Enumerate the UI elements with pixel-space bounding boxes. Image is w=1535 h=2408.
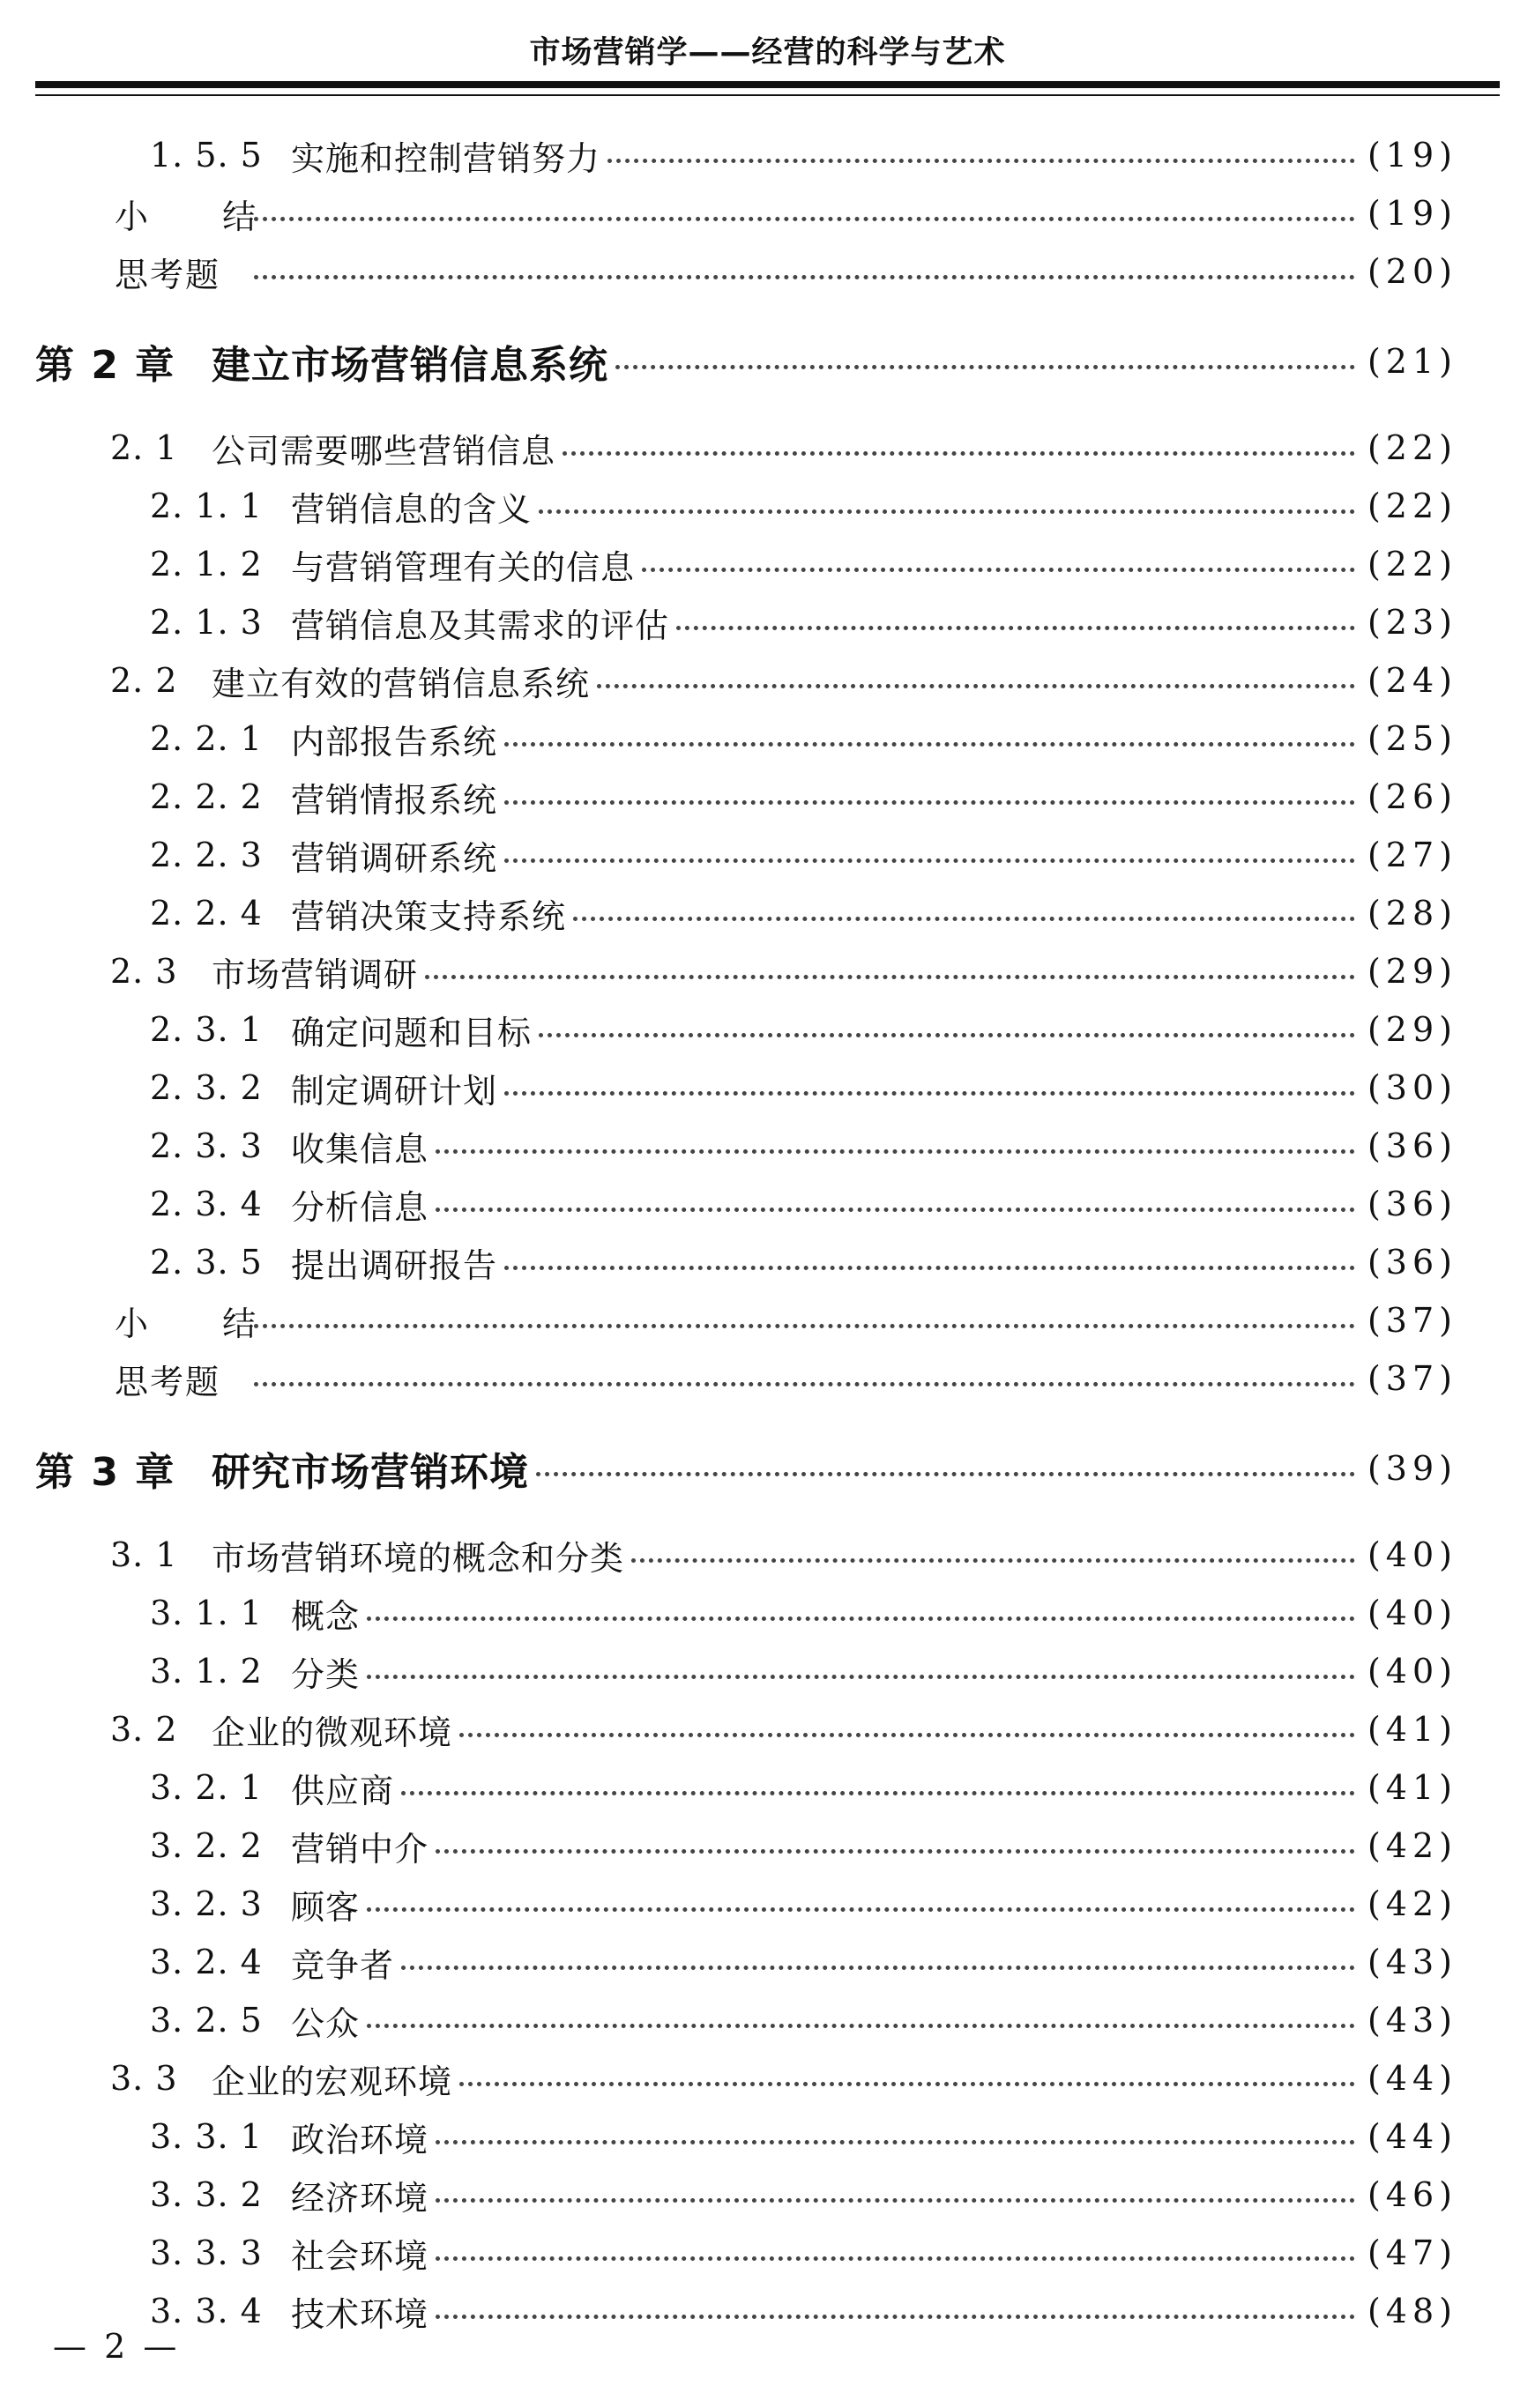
toc-entry-number: 2. 1 bbox=[110, 428, 178, 467]
toc-entry bbox=[0, 245, 1457, 298]
toc-entry-title: 企业的宏观环境 bbox=[212, 2062, 453, 2101]
toc-entry-page: (22) bbox=[1367, 428, 1457, 467]
toc-entry-page: (19) bbox=[1367, 136, 1457, 175]
toc-entry-page: (36) bbox=[1367, 1126, 1457, 1165]
toc-entry-title: 小 结 bbox=[115, 1304, 288, 1343]
toc-entry-page: (25) bbox=[1367, 719, 1457, 758]
toc-entry bbox=[0, 1178, 1457, 1230]
toc-entry-title: 营销情报系统 bbox=[291, 780, 498, 820]
dot-leader bbox=[536, 1472, 1355, 1476]
header-rule-thin bbox=[35, 94, 1500, 96]
toc-entry-number: 3. 1 bbox=[110, 1535, 178, 1574]
toc-entry-title: 企业的微观环境 bbox=[212, 1713, 453, 1752]
dot-leader bbox=[607, 159, 1355, 163]
toc-entry-title: 思考题 bbox=[115, 1362, 221, 1401]
toc-entry-page: (27) bbox=[1367, 836, 1457, 874]
toc-entry-page: (20) bbox=[1367, 252, 1457, 291]
toc-entry bbox=[0, 1994, 1457, 2047]
dot-leader bbox=[367, 1616, 1355, 1621]
toc-entry-title: 制定调研计划 bbox=[291, 1071, 498, 1111]
dot-leader bbox=[504, 1266, 1355, 1270]
dot-leader bbox=[425, 975, 1355, 979]
toc-entry-number: 3. 3. 1 bbox=[150, 2117, 263, 2156]
toc-entry-title: 收集信息 bbox=[291, 1129, 429, 1169]
dot-leader bbox=[504, 858, 1355, 863]
toc-entry-title: 内部报告系统 bbox=[291, 722, 498, 762]
dot-leader bbox=[436, 2315, 1355, 2319]
running-header: 市场营销学——经营的科学与艺术 bbox=[529, 35, 1006, 71]
toc-entry-number: 2. 3. 5 bbox=[150, 1243, 263, 1282]
toc-entry-title: 社会环境 bbox=[291, 2236, 429, 2276]
toc-entry-number: 2. 1. 2 bbox=[150, 545, 263, 583]
dot-leader bbox=[504, 800, 1355, 805]
toc-entry-number: 3. 2. 3 bbox=[150, 1884, 263, 1923]
toc-entry bbox=[0, 1352, 1457, 1405]
dot-leader bbox=[436, 1208, 1355, 1212]
dot-leader bbox=[401, 1791, 1355, 1795]
dot-leader bbox=[504, 1091, 1355, 1096]
toc-entry-page: (37) bbox=[1367, 1301, 1457, 1340]
toc-entry-number: 第 2 章 bbox=[35, 343, 176, 388]
toc-entry bbox=[0, 421, 1457, 474]
toc-entry-title: 技术环境 bbox=[291, 2294, 429, 2334]
dot-leader bbox=[436, 2256, 1355, 2261]
dot-leader bbox=[254, 1324, 1355, 1328]
toc-entry-page: (37) bbox=[1367, 1359, 1457, 1398]
toc-entry bbox=[0, 596, 1457, 649]
toc-entry-page: (26) bbox=[1367, 777, 1457, 816]
toc-entry bbox=[0, 1936, 1457, 1988]
toc-entry-page: (42) bbox=[1367, 1884, 1457, 1923]
toc-entry-number: 3. 2. 2 bbox=[150, 1826, 263, 1865]
toc-entry-page: (40) bbox=[1367, 1594, 1457, 1632]
toc-entry-title: 概念 bbox=[291, 1596, 361, 1636]
toc-entry-title: 顾客 bbox=[291, 1887, 361, 1927]
toc-entry-page: (44) bbox=[1367, 2059, 1457, 2098]
toc-entry-title: 供应商 bbox=[291, 1771, 395, 1810]
toc-entry bbox=[0, 1061, 1457, 1114]
toc-entry bbox=[0, 654, 1457, 707]
dot-leader bbox=[539, 1033, 1355, 1037]
toc-entry bbox=[0, 829, 1457, 881]
toc-entry-page: (29) bbox=[1367, 952, 1457, 991]
toc-entry bbox=[0, 945, 1457, 998]
toc-entry-title: 实施和控制营销努力 bbox=[291, 138, 601, 178]
toc-entry-number: 2. 2. 2 bbox=[150, 777, 263, 816]
toc-entry-number: 3. 3. 4 bbox=[150, 2292, 263, 2330]
dot-leader bbox=[367, 2024, 1355, 2028]
toc-entry-number: 2. 3. 3 bbox=[150, 1126, 263, 1165]
toc-entry-title: 建立市场营销信息系统 bbox=[212, 343, 608, 388]
toc-entry-number: 2. 3. 1 bbox=[150, 1010, 263, 1049]
toc-entry-page: (46) bbox=[1367, 2175, 1457, 2214]
toc-entry bbox=[0, 1003, 1457, 1056]
dot-leader bbox=[676, 626, 1355, 630]
page-number: — 2 — bbox=[53, 2327, 181, 2366]
header-rule-thick bbox=[35, 81, 1500, 88]
toc-chapter-entry bbox=[0, 335, 1457, 388]
toc-entry-page: (36) bbox=[1367, 1243, 1457, 1282]
toc-entry-number: 2. 2 bbox=[110, 661, 178, 700]
toc-entry-page: (36) bbox=[1367, 1185, 1457, 1223]
toc-entry-page: (44) bbox=[1367, 2117, 1457, 2156]
toc-entry-number: 3. 3. 2 bbox=[150, 2175, 263, 2214]
dot-leader bbox=[642, 568, 1355, 572]
toc-entry-page: (41) bbox=[1367, 1710, 1457, 1749]
toc-entry-number: 3. 2. 4 bbox=[150, 1943, 263, 1981]
toc-entry bbox=[0, 887, 1457, 940]
toc-entry-number: 2. 3. 2 bbox=[150, 1068, 263, 1107]
dot-leader bbox=[631, 1558, 1355, 1563]
toc-entry-page: (42) bbox=[1367, 1826, 1457, 1865]
dot-leader bbox=[436, 1849, 1355, 1854]
toc-entry-title: 分类 bbox=[291, 1654, 361, 1694]
toc-entry-title: 经济环境 bbox=[291, 2178, 429, 2218]
toc-entry-number: 2. 1. 1 bbox=[150, 487, 263, 525]
toc-entry-page: (43) bbox=[1367, 2001, 1457, 2040]
toc-entry-title: 市场营销调研 bbox=[212, 955, 419, 994]
toc-entry-number: 3. 2. 5 bbox=[150, 2001, 263, 2040]
toc-entry-number: 3. 3 bbox=[110, 2059, 178, 2098]
toc-entry-title: 竞争者 bbox=[291, 1945, 395, 1985]
toc-entry-number: 3. 1. 2 bbox=[150, 1652, 263, 1691]
dot-leader bbox=[504, 742, 1355, 747]
toc-entry-title: 政治环境 bbox=[291, 2120, 429, 2159]
toc-entry-page: (22) bbox=[1367, 545, 1457, 583]
toc-entry-title: 市场营销环境的概念和分类 bbox=[212, 1538, 625, 1578]
toc-entry-number: 2. 2. 4 bbox=[150, 894, 263, 933]
dot-leader bbox=[436, 2198, 1355, 2203]
dot-leader bbox=[367, 1675, 1355, 1679]
toc-entry-title: 公众 bbox=[291, 2003, 361, 2043]
toc-entry-number: 3. 2. 1 bbox=[150, 1768, 263, 1807]
toc-entry-page: (43) bbox=[1367, 1943, 1457, 1981]
dot-leader bbox=[597, 684, 1355, 688]
toc-entry-page: (19) bbox=[1367, 194, 1457, 233]
toc-entry-number: 2. 3. 4 bbox=[150, 1185, 263, 1223]
toc-entry bbox=[0, 1294, 1457, 1347]
toc-entry bbox=[0, 129, 1457, 182]
toc-entry bbox=[0, 1587, 1457, 1639]
toc-entry-title: 分析信息 bbox=[291, 1187, 429, 1227]
toc-entry bbox=[0, 538, 1457, 591]
toc-entry-title: 营销决策支持系统 bbox=[291, 896, 567, 936]
dot-leader bbox=[563, 451, 1355, 456]
toc-entry bbox=[0, 1877, 1457, 1930]
toc-entry-page: (47) bbox=[1367, 2233, 1457, 2272]
toc-entry-page: (23) bbox=[1367, 603, 1457, 642]
toc-chapter-entry bbox=[0, 1442, 1457, 1495]
toc-entry-page: (24) bbox=[1367, 661, 1457, 700]
toc-entry-page: (21) bbox=[1367, 342, 1457, 381]
dot-leader bbox=[436, 2140, 1355, 2144]
toc-entry bbox=[0, 2226, 1457, 2279]
toc-entry bbox=[0, 479, 1457, 532]
dot-leader bbox=[401, 1966, 1355, 1970]
toc-entry-title: 营销中介 bbox=[291, 1829, 429, 1869]
toc-entry-page: (30) bbox=[1367, 1068, 1457, 1107]
toc-entry-number: 2. 2. 1 bbox=[150, 719, 263, 758]
toc-entry-title: 提出调研报告 bbox=[291, 1245, 498, 1285]
toc-entry bbox=[0, 1819, 1457, 1872]
toc-entry-number: 2. 2. 3 bbox=[150, 836, 263, 874]
toc-entry bbox=[0, 1703, 1457, 1756]
toc-entry-page: (39) bbox=[1367, 1449, 1457, 1488]
toc-entry-page: (40) bbox=[1367, 1652, 1457, 1691]
dot-leader bbox=[254, 217, 1355, 221]
toc-entry bbox=[0, 1761, 1457, 1814]
toc-entry bbox=[0, 2110, 1457, 2163]
toc-entry-page: (22) bbox=[1367, 487, 1457, 525]
toc-entry-number: 第 3 章 bbox=[35, 1450, 176, 1495]
toc-entry-page: (41) bbox=[1367, 1768, 1457, 1807]
toc-entry-page: (28) bbox=[1367, 894, 1457, 933]
toc-entry-page: (29) bbox=[1367, 1010, 1457, 1049]
toc-entry-number: 3. 3. 3 bbox=[150, 2233, 263, 2272]
toc-entry-title: 思考题 bbox=[115, 255, 221, 294]
toc-entry-title: 营销信息及其需求的评估 bbox=[291, 606, 670, 645]
toc-entry-number: 2. 1. 3 bbox=[150, 603, 263, 642]
toc-entry-title: 小 结 bbox=[115, 197, 288, 236]
toc-entry bbox=[0, 2168, 1457, 2221]
toc-entry bbox=[0, 1528, 1457, 1581]
toc-entry-page: (48) bbox=[1367, 2292, 1457, 2330]
dot-leader bbox=[367, 1907, 1355, 1912]
toc-entry bbox=[0, 2285, 1457, 2337]
toc-entry-number: 1. 5. 5 bbox=[150, 136, 263, 175]
dot-leader bbox=[573, 917, 1355, 921]
toc-entry-number: 3. 1. 1 bbox=[150, 1594, 263, 1632]
toc-entry bbox=[0, 1645, 1457, 1698]
dot-leader bbox=[254, 275, 1355, 279]
dot-leader bbox=[459, 2082, 1355, 2086]
toc-entry-title: 建立有效的营销信息系统 bbox=[212, 664, 591, 703]
toc-entry bbox=[0, 770, 1457, 823]
toc-entry bbox=[0, 712, 1457, 765]
toc-entry-page: (40) bbox=[1367, 1535, 1457, 1574]
toc-entry bbox=[0, 2052, 1457, 2105]
toc-entry-title: 确定问题和目标 bbox=[291, 1013, 533, 1052]
toc-entry-number: 2. 3 bbox=[110, 952, 178, 991]
toc-entry-title: 与营销管理有关的信息 bbox=[291, 547, 636, 587]
dot-leader bbox=[615, 365, 1355, 369]
toc-entry-title: 营销调研系统 bbox=[291, 838, 498, 878]
toc-entry-title: 营销信息的含义 bbox=[291, 489, 533, 529]
toc-entry bbox=[0, 1236, 1457, 1289]
toc-entry-title: 公司需要哪些营销信息 bbox=[212, 431, 556, 471]
dot-leader bbox=[254, 1382, 1355, 1386]
dot-leader bbox=[436, 1149, 1355, 1154]
dot-leader bbox=[459, 1733, 1355, 1737]
toc-entry bbox=[0, 1119, 1457, 1172]
toc-entry-title: 研究市场营销环境 bbox=[212, 1450, 529, 1495]
dot-leader bbox=[539, 509, 1355, 514]
toc-entry bbox=[0, 187, 1457, 240]
toc-entry-number: 3. 2 bbox=[110, 1710, 178, 1749]
